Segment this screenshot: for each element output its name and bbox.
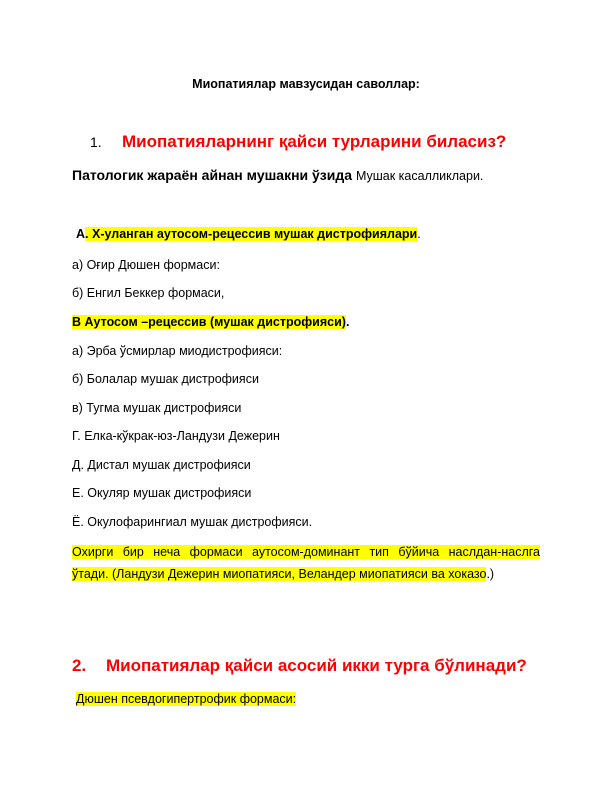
- group-b-item: Г. Елка-кўкрак-юз-Ландузи Дежерин: [72, 429, 280, 443]
- group-b-item: а) Эрба ўсмирлар миодистрофияси:: [72, 344, 283, 358]
- document-title: Миопатиялар мавзусидан саволлар:: [192, 77, 420, 91]
- inheritance-note: [72, 541, 540, 585]
- group-b-item: Е. Окуляр мушак дистрофияси: [72, 486, 252, 500]
- group-b-label: В Аутосом –рецессив (мушак дистрофияси): [72, 315, 346, 329]
- note-line-1: Охирги бир неча формаси аутосом-доминант тип бўйича наслдан-наслга: [72, 545, 540, 559]
- group-a-item: а) Оғир Дюшен формаси:: [72, 258, 220, 272]
- question-1-number: 1.: [90, 134, 102, 150]
- question-1-text: Миопатияларнинг қайси турларини биласиз?: [122, 132, 507, 151]
- pathology-rest: Мушак касалликлари.: [355, 169, 484, 183]
- group-b-item: Ё. Окулофарингиал мушак дистрофияси.: [72, 515, 313, 529]
- pathology-bold: Патологик жараён айнан мушакни ўзида: [72, 167, 353, 183]
- note-line-2: ўтади. (Ландузи Дежерин миопатияси, Веландер миопатияси ва хоказо: [72, 567, 487, 581]
- group-a-suffix: .: [417, 227, 421, 241]
- question-1: [72, 132, 540, 152]
- group-a-label: . Х-уланган аутосом-рецессив мушак дистрофиялари: [85, 227, 418, 241]
- group-a-item: б) Енгил Беккер формаси,: [72, 286, 225, 300]
- question-2: [72, 656, 540, 676]
- group-a-heading: [76, 227, 540, 241]
- group-b-suffix: .: [345, 315, 350, 329]
- note-tail: .): [486, 567, 495, 581]
- question-2-text: Миопатиялар қайси асосий икки турга бўлинади?: [106, 656, 527, 675]
- answer-2-text: Дюшен псевдогипертрофик формаси:: [76, 692, 297, 706]
- answer-2: [76, 692, 540, 706]
- group-b-item: в) Тугма мушак дистрофияси: [72, 401, 242, 415]
- group-b-item: б) Болалар мушак дистрофияси: [72, 372, 259, 386]
- group-a-prefix: А: [76, 227, 86, 241]
- group-b-heading: [72, 315, 540, 329]
- group-b-item: Д. Дистал мушак дистрофияси: [72, 458, 251, 472]
- question-2-number: 2.: [72, 656, 87, 675]
- pathology-line: [72, 167, 540, 183]
